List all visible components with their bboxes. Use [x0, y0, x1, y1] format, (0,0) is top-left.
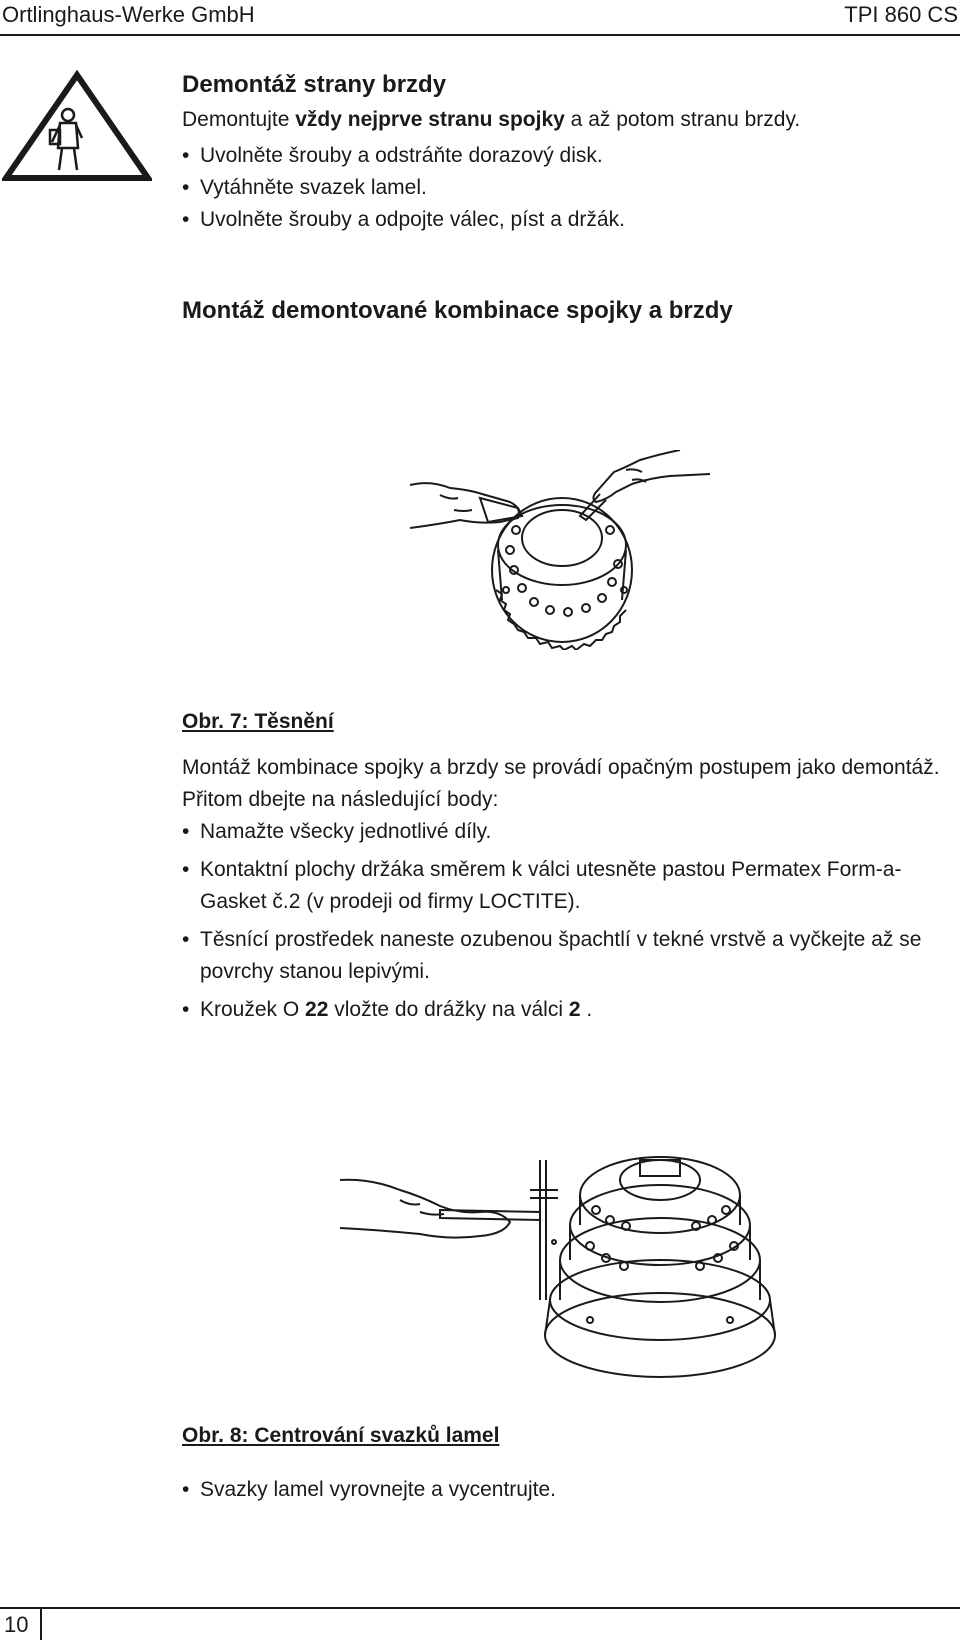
section-title-assembly: Montáž demontované kombinace spojky a brzdy — [182, 297, 733, 324]
footer-page-separator — [40, 1607, 42, 1640]
page-number: 10 — [4, 1612, 29, 1637]
list-item: • Uvolněte šrouby a odstráňte dorazový disk. — [182, 140, 942, 172]
section2-bullet-list — [182, 816, 942, 1026]
header-company: Ortlinghaus-Werke GmbH — [2, 2, 255, 27]
warning-triangle-icon — [2, 70, 152, 182]
header-divider — [0, 34, 960, 36]
figure8-illustration — [340, 1150, 810, 1390]
figure8-caption: Obr. 8: Centrování svazků lamel — [182, 1424, 500, 1447]
section2-intro: Montáž kombinace spojky a brzdy se provádí opačným postupem jako demontáž. Přitom dbejte na následující body: — [182, 756, 940, 811]
final-bullet-list — [182, 1474, 942, 1506]
list-item: • Svazky lamel vyrovnejte a vycentrujte. — [182, 1474, 942, 1506]
section-title-brake-disassembly: Demontáž strany brzdy — [182, 71, 447, 98]
list-item: • Kontaktní plochy držáka směrem k válci utesněte pastou Permatex Form-a-Gasket č.2 (v prodeji od firmy LOCTITE). — [182, 854, 942, 918]
list-item: • Uvolněte šrouby a odpojte válec, píst a držák. — [182, 204, 942, 236]
list-item: • Vytáhněte svazek lamel. — [182, 172, 942, 204]
footer-divider — [0, 1607, 960, 1609]
list-item: • Namažte všecky jednotlivé díly. — [182, 816, 942, 848]
figure7-caption: Obr. 7: Těsnění — [182, 710, 334, 733]
section1-intro: Demontujte vždy nejprve stranu spojky a až potom stranu brzdy. — [182, 108, 801, 131]
list-item: • Kroužek O 22 vložte do drážky na válci 2 . — [182, 994, 942, 1026]
section1-bullet-list — [182, 140, 942, 236]
header-doc-code: TPI 860 CS — [844, 2, 958, 27]
list-item: • Těsnící prostředek naneste ozubenou špachtlí v tekné vrstvě a vyčkejte až se povrchy stanou lepivými. — [182, 924, 942, 988]
figure7-illustration — [410, 450, 710, 650]
